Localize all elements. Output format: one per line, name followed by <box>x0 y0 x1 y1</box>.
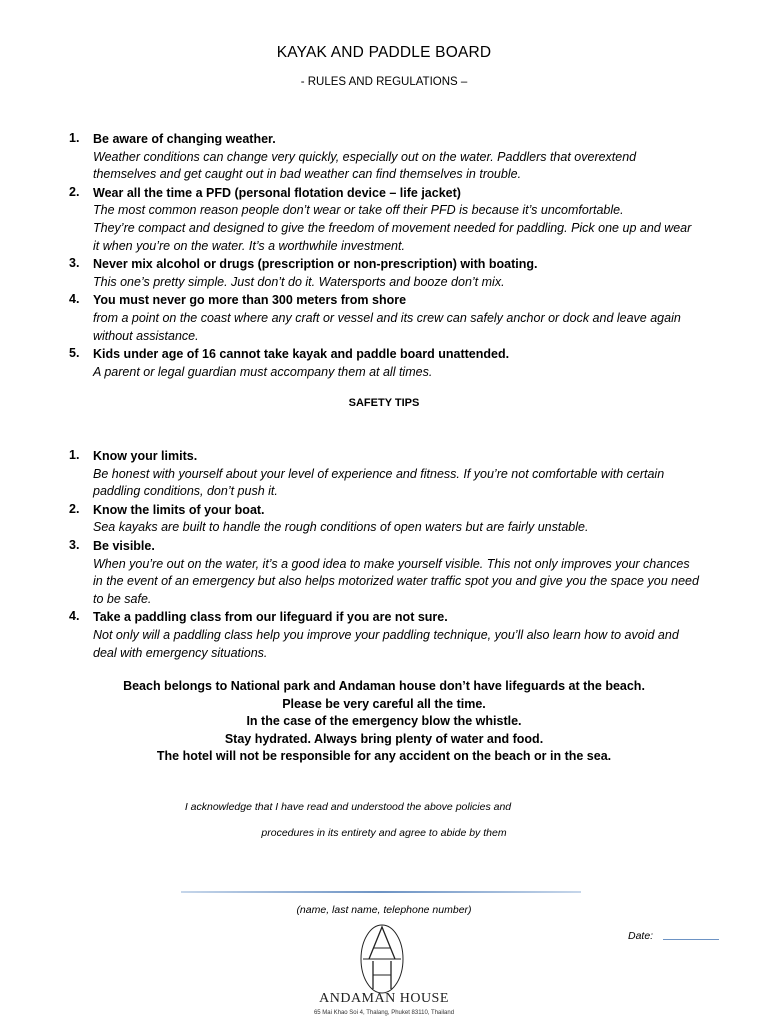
tip-heading: Take a paddling class from our lifeguard if you are not sure. <box>93 610 448 625</box>
rule-item <box>0 345 768 381</box>
rule-description-line: themselves and get caught out in bad weather can find themselves in trouble. <box>93 167 522 182</box>
tip-description-line: Be honest with yourself about your level of experience and fitness. If you’re not comfortable with certain <box>93 466 665 481</box>
rule-number: 2. <box>69 184 80 199</box>
notice-line: In the case of the emergency blow the whistle. <box>246 714 522 729</box>
tip-heading: Know the limits of your boat. <box>93 502 265 517</box>
tip-heading: Know your limits. <box>93 449 198 463</box>
tip-description-line: paddling conditions, don’t push it. <box>93 484 278 499</box>
tip-item <box>0 537 768 608</box>
safety-tips-list <box>0 447 768 662</box>
tip-description-line: When you’re out on the water, it’s a good idea to make yourself visible. This not only improves your chances <box>93 556 690 571</box>
rule-description-line: from a point on the coast where any craft or vessel and its crew can safely anchor or dock and leave again <box>93 310 681 325</box>
rule-number: 4. <box>69 292 80 307</box>
tip-number: 2. <box>69 501 80 516</box>
brand-name: ANDAMAN HOUSE <box>319 991 449 1006</box>
safety-tips-heading: SAFETY TIPS <box>348 397 420 409</box>
tip-description-line: Sea kayaks are built to handle the rough conditions of open waters but are fairly unstable. <box>93 520 589 535</box>
tip-number: 1. <box>69 448 80 462</box>
rule-description-line: This one’s pretty simple. Just don’t do it. Watersports and booze don’t mix. <box>93 274 505 289</box>
rule-number: 5. <box>69 346 80 361</box>
rule-number: 3. <box>69 256 80 271</box>
rule-heading: Never mix alcohol or drugs (prescription or non-prescription) with boating. <box>93 257 538 272</box>
rule-description-line: without assistance. <box>93 328 199 343</box>
rule-description-line: it when you’re on the water. It’s a worthwhile investment. <box>93 238 405 253</box>
tip-number: 3. <box>69 537 80 552</box>
tip-description-line: Not only will a paddling class help you improve your paddling technique, you’ll also learn how to avoid and <box>93 627 679 642</box>
rule-item <box>0 291 768 345</box>
date-label: Date: <box>628 930 654 942</box>
rule-heading: Kids under age of 16 cannot take kayak and paddle board unattended. <box>93 347 510 362</box>
acknowledgement-line: procedures in its entirety and agree to abide by them <box>261 827 507 839</box>
tip-description-line: in the event of an emergency but also helps motorized water traffic spot you and give you the space you need <box>93 574 699 589</box>
date-line[interactable] <box>663 939 719 940</box>
tip-number: 4. <box>69 609 80 624</box>
document-title: KAYAK AND PADDLE BOARD <box>276 44 492 61</box>
tip-item <box>0 608 768 662</box>
tip-heading: Be visible. <box>93 538 155 553</box>
rule-heading: Be aware of changing weather. <box>93 132 276 146</box>
acknowledgement-line: I acknowledge that I have read and understood the above policies and <box>184 801 512 813</box>
signature-line[interactable] <box>181 891 581 893</box>
rule-description-line: Weather conditions can change very quickly, especially out on the water. Paddlers that overextend <box>93 149 637 164</box>
tip-item <box>0 447 768 501</box>
notice-line: Stay hydrated. Always bring plenty of water and food. <box>224 731 544 746</box>
signature-caption: (name, last name, telephone number) <box>296 904 472 916</box>
rule-description-line: The most common reason people don’t wear or take off their PFD is because it’s uncomfortable. <box>93 203 624 218</box>
rule-item <box>0 130 768 184</box>
brand-address: 65 Mai Khao Soi 4, Thalang, Phuket 83110, Thailand <box>313 1010 455 1016</box>
rule-heading: Wear all the time a PFD (personal flotation device – life jacket) <box>93 185 461 200</box>
andaman-house-logo-icon <box>359 923 405 995</box>
rules-list <box>0 130 768 381</box>
rule-number: 1. <box>69 131 80 145</box>
beach-notice <box>0 678 768 766</box>
document-subtitle: - RULES AND REGULATIONS – <box>300 76 468 88</box>
notice-line: Please be very careful all the time. <box>282 696 486 711</box>
notice-line: Beach belongs to National park and Andaman house don’t have lifeguards at the beach. <box>123 679 645 693</box>
tip-description-line: deal with emergency situations. <box>93 645 268 660</box>
rule-item <box>0 184 768 255</box>
notice-line: The hotel will not be responsible for any accident on the beach or in the sea. <box>156 749 612 764</box>
rule-item <box>0 255 768 291</box>
rule-heading: You must never go more than 300 meters from shore <box>93 293 407 308</box>
tip-item <box>0 501 768 537</box>
tip-description-line: to be safe. <box>93 591 152 606</box>
rule-description-line: A parent or legal guardian must accompany them at all times. <box>93 364 433 379</box>
rule-description-line: They’re compact and designed to give the freedom of movement needed for paddling. Pick one up and wear <box>93 220 692 235</box>
